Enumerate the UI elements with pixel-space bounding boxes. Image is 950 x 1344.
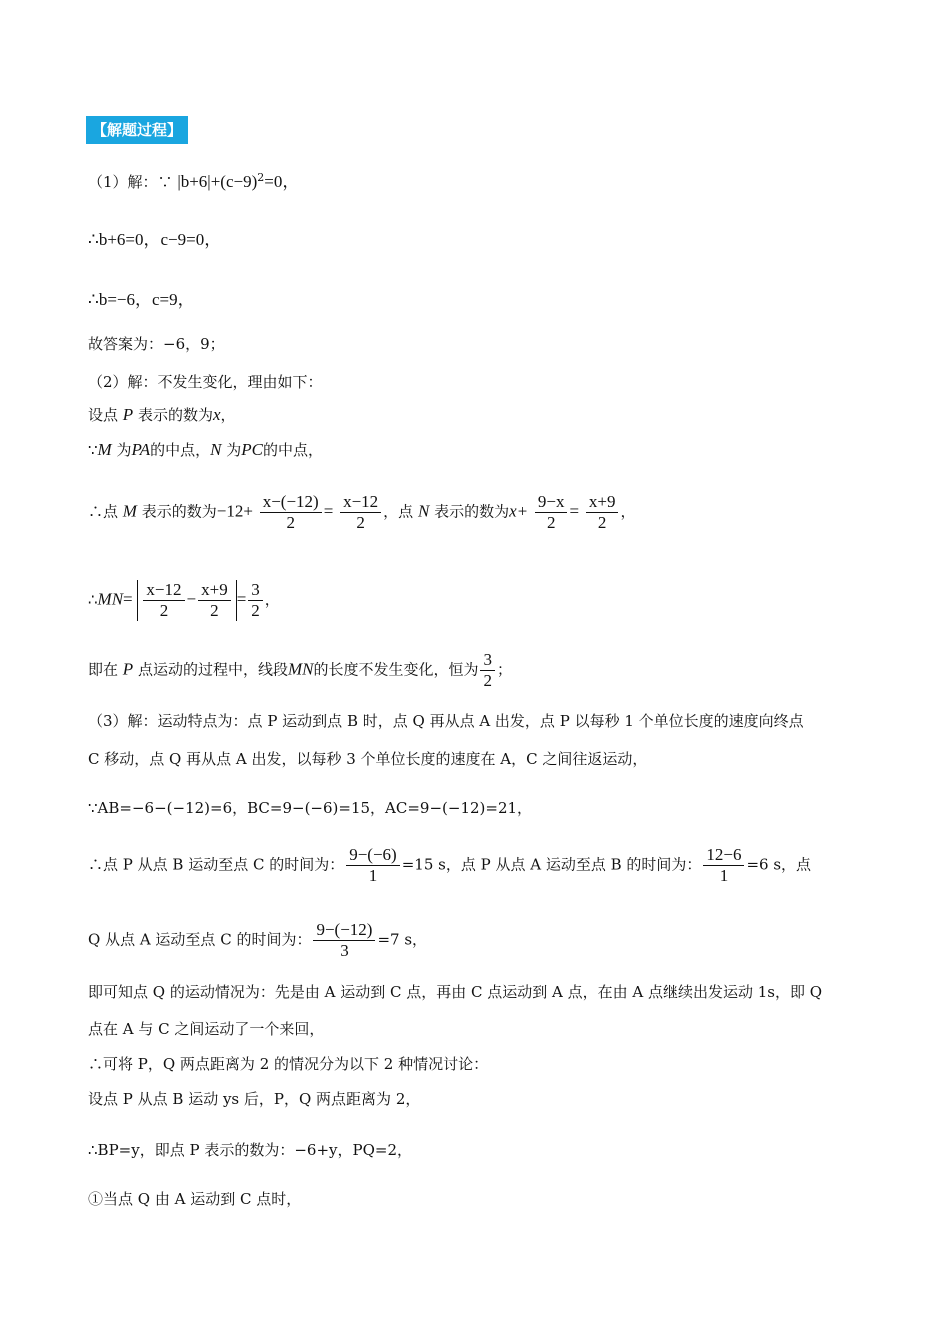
var: M bbox=[122, 501, 137, 521]
var: PA bbox=[131, 440, 151, 459]
part3-case1: ①当点 Q 由 A 运动到 C 点时， bbox=[88, 1190, 302, 1208]
text: ， bbox=[620, 502, 636, 521]
fraction bbox=[346, 845, 400, 886]
var: MN bbox=[97, 589, 124, 609]
denominator: 3 bbox=[340, 941, 349, 960]
var: N bbox=[210, 440, 222, 459]
part3-intro-cont: C 移动，点 Q 再从点 A 出发，以每秒 3 个单位长度的速度在 A，C 之间往返运动， bbox=[88, 750, 648, 768]
denominator: 2 bbox=[159, 601, 169, 620]
var: N bbox=[417, 501, 430, 521]
math-expr: −12+ bbox=[216, 501, 253, 521]
part3-q-motion-cont: 点在 A 与 C 之间运动了一个来回， bbox=[88, 1020, 325, 1038]
math-expr: |b+6|+(c−9) bbox=[177, 172, 258, 191]
text: 设点 bbox=[88, 406, 123, 424]
part3-intro: （3）解：运动特点为：点 P 运动到点 B 时，点 Q 再从点 A 出发，点 P 以每秒 1 个单位长度的速度向终点 bbox=[88, 712, 804, 730]
fraction bbox=[703, 845, 744, 886]
denominator: 2 bbox=[483, 671, 492, 690]
equals: = bbox=[323, 501, 334, 521]
equals: = bbox=[236, 589, 247, 609]
text: 点运动的过程中，线段 bbox=[133, 660, 288, 679]
fraction bbox=[535, 492, 568, 533]
math-expr: =0， bbox=[264, 172, 300, 191]
denominator: 2 bbox=[210, 601, 219, 620]
var: MN bbox=[287, 659, 314, 679]
part3-q-time bbox=[88, 920, 427, 961]
numerator: x+9 bbox=[586, 492, 619, 513]
fraction bbox=[586, 492, 619, 533]
text: ∴点 P 从点 B 运动至点 C 的时间为： bbox=[88, 855, 345, 874]
text: 为 bbox=[221, 441, 242, 459]
part2-intro: （2）解：不发生变化，理由如下： bbox=[88, 373, 323, 391]
fraction bbox=[248, 580, 263, 621]
part2-m-n-values bbox=[88, 492, 635, 533]
text: ∵ bbox=[88, 441, 98, 459]
equals: = bbox=[123, 589, 133, 609]
part3-distances: ∵AB=−6−(−12)=6，BC=9−(−6)=15，AC=9−(−12)=21， bbox=[88, 799, 533, 817]
denominator: 1 bbox=[368, 866, 378, 885]
text: ， bbox=[220, 406, 236, 424]
numerator: x+9 bbox=[198, 580, 231, 601]
numerator: x−12 bbox=[143, 580, 184, 601]
minus: − bbox=[186, 589, 197, 609]
denominator: 2 bbox=[546, 513, 556, 532]
part3-cases: ∴可将 P，Q 两点距离为 2 的情况分为以下 2 种情况讨论： bbox=[88, 1055, 489, 1073]
text: 表示的数为 bbox=[136, 502, 217, 521]
fraction bbox=[313, 920, 375, 961]
part2-conclusion bbox=[88, 650, 512, 691]
text: =7 s， bbox=[377, 930, 428, 949]
var: x bbox=[212, 405, 221, 424]
exponent: 2 bbox=[257, 171, 265, 184]
denominator: 2 bbox=[597, 513, 607, 532]
numerator: x−(−12) bbox=[260, 492, 322, 513]
numerator: 12−6 bbox=[703, 845, 744, 866]
part3-times bbox=[88, 845, 811, 886]
part1-step2: ∴b=−6，c=9， bbox=[88, 290, 195, 309]
numerator: x−12 bbox=[340, 492, 381, 513]
numerator: 9−(−12) bbox=[313, 920, 375, 941]
part2-set-p bbox=[88, 405, 236, 425]
part1-condition bbox=[88, 168, 299, 192]
text: Q 从点 A 运动至点 C 的时间为： bbox=[88, 930, 312, 949]
fraction bbox=[480, 650, 495, 691]
text: ， bbox=[264, 590, 280, 609]
text: =15 s，点 P 从点 A 运动至点 B 的时间为： bbox=[401, 855, 702, 874]
denominator: 2 bbox=[251, 601, 260, 620]
part3-set-y: 设点 P 从点 B 运动 ys 后，P，Q 两点距离为 2， bbox=[88, 1090, 421, 1108]
var: M bbox=[97, 440, 112, 459]
fraction bbox=[198, 580, 231, 621]
text: 的长度不发生变化，恒为 bbox=[313, 660, 479, 679]
var: PC bbox=[241, 440, 263, 459]
part1-answer: 故答案为：−6，9； bbox=[88, 335, 225, 353]
fraction bbox=[143, 580, 184, 621]
numerator: 3 bbox=[480, 650, 495, 671]
text: 的中点， bbox=[150, 441, 211, 459]
numerator: 3 bbox=[248, 580, 263, 601]
var: P bbox=[122, 659, 134, 679]
equals: = bbox=[569, 501, 580, 521]
part3-bp: ∴BP=y，即点 P 表示的数为：−6+y，PQ=2， bbox=[88, 1141, 412, 1159]
numerator: 9−x bbox=[535, 492, 568, 513]
text: ∴ bbox=[88, 590, 98, 609]
var: P bbox=[122, 405, 134, 424]
text: ； bbox=[496, 660, 512, 679]
text: =6 s，点 bbox=[746, 855, 812, 874]
fraction bbox=[340, 492, 381, 533]
text: 的中点， bbox=[262, 441, 323, 459]
part3-q-motion: 即可知点 Q 的运动情况为：先是由 A 运动到 C 点，再由 C 点运动到 A 点，在由 A 点继续出发运动 1s，即 Q bbox=[88, 983, 823, 1001]
denominator: 1 bbox=[719, 866, 729, 885]
text: 为 bbox=[111, 441, 132, 459]
text: 即在 bbox=[88, 660, 123, 679]
text: ，点 bbox=[383, 502, 418, 521]
text: 表示的数为 bbox=[133, 406, 213, 424]
denominator: 2 bbox=[286, 513, 295, 532]
math-expr: x+ bbox=[509, 501, 529, 521]
solution-process-badge: 【解题过程】 bbox=[86, 116, 188, 144]
denominator: 2 bbox=[356, 513, 365, 532]
part2-midpoints bbox=[88, 440, 323, 460]
text: ∴点 bbox=[88, 502, 123, 521]
part2-mn-length bbox=[88, 580, 280, 621]
text: （1）解：∵ bbox=[88, 173, 178, 191]
absolute-value bbox=[137, 580, 236, 621]
text: 表示的数为 bbox=[429, 502, 510, 521]
fraction bbox=[260, 492, 322, 533]
numerator: 9−(−6) bbox=[346, 845, 400, 866]
part1-step1: ∴b+6=0，c−9=0， bbox=[88, 230, 222, 249]
